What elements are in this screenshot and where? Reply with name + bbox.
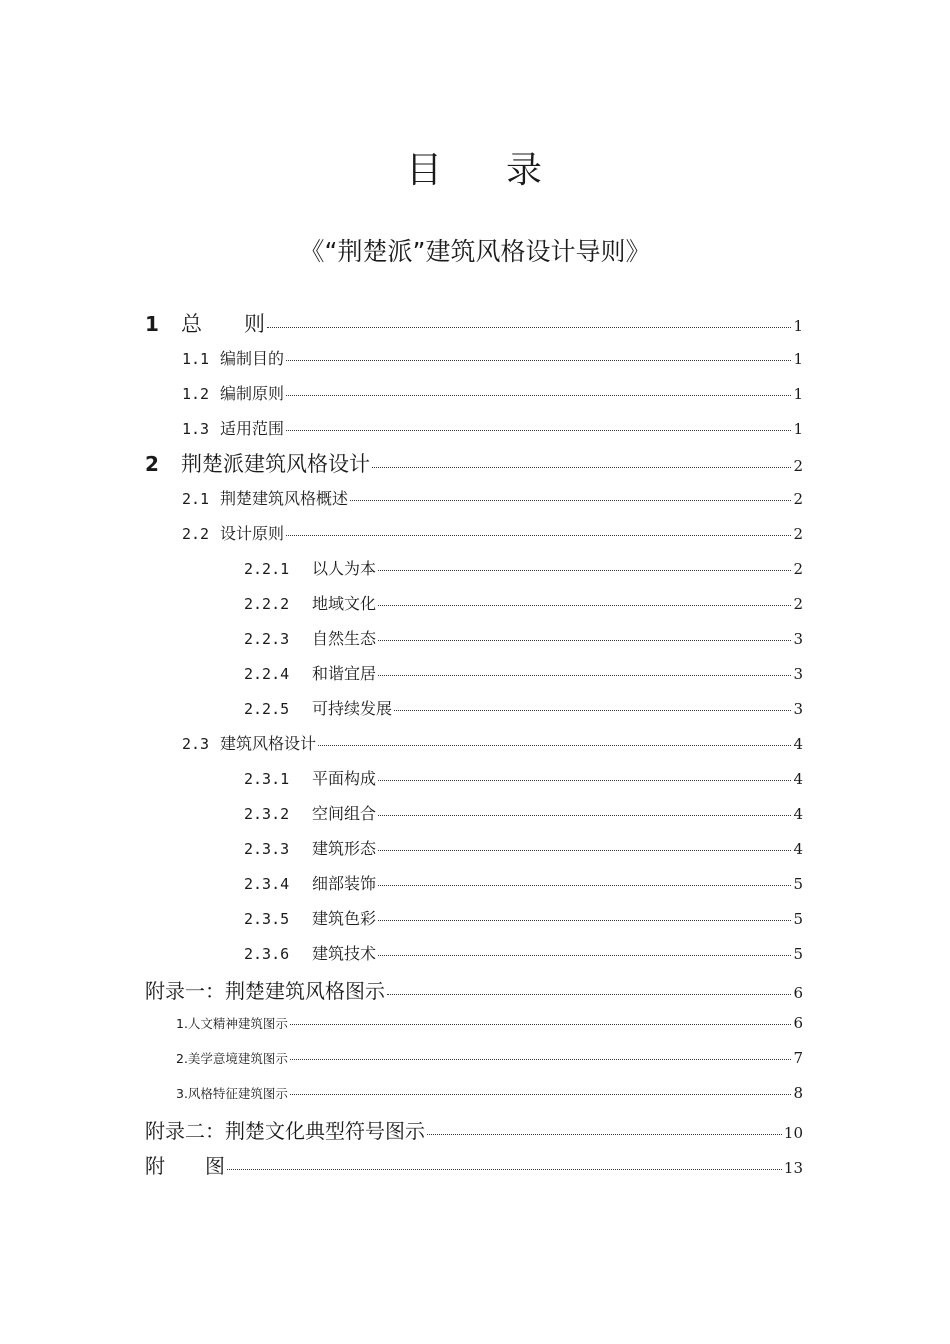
toc-entry[interactable]: [244, 801, 803, 824]
toc-entry-title: 附录二：荆楚文化典型符号图示: [145, 1119, 425, 1143]
toc-entry-page: 5: [793, 910, 803, 928]
toc-entry-page: 1: [793, 350, 803, 368]
toc-entry[interactable]: [182, 416, 803, 439]
toc-entry-title: 可持续发展: [312, 699, 393, 718]
toc-entry[interactable]: [244, 766, 803, 789]
toc-entry-title: 设计原则: [220, 524, 285, 543]
toc-entry-title: 附 图: [145, 1154, 225, 1178]
toc-entry-number: 2.3.6: [244, 945, 290, 963]
toc-entry-title: 空间组合: [312, 804, 377, 823]
toc-entry-title: 附录一：荆楚建筑风格图示: [145, 979, 385, 1003]
toc-entry-title: 平面构成: [312, 769, 377, 788]
toc-leader-dots: [378, 885, 791, 886]
toc-entry-number: 2.3.4: [244, 875, 290, 893]
toc-entry-page: 2: [793, 457, 803, 475]
toc-entry[interactable]: [244, 696, 803, 719]
toc-entry-page: 1: [793, 420, 803, 438]
toc-entry-number: 2.2.5: [244, 700, 290, 718]
toc-entry-page: 13: [783, 1159, 803, 1177]
toc-entry[interactable]: [244, 626, 803, 649]
toc-entry-title: 编制目的: [220, 349, 285, 368]
toc-entry-page: 3: [793, 630, 803, 648]
toc-entry-page: 1: [793, 385, 803, 403]
toc-leader-dots: [290, 1094, 792, 1095]
toc-leader-dots: [378, 920, 791, 921]
toc-entry-title: 适用范围: [220, 419, 285, 438]
document-subtitle: 《“荆楚派”建筑风格设计导则》: [299, 237, 651, 266]
toc-entry-number: 2.1: [182, 490, 210, 508]
toc-leader-dots: [350, 500, 791, 501]
toc-leader-dots: [372, 467, 791, 468]
toc-entry-title: 荆楚派建筑风格设计: [181, 452, 370, 476]
toc-entry-title: 建筑色彩: [312, 909, 377, 928]
toc-entry-number: 2.2.1: [244, 560, 290, 578]
toc-entry-title: 荆楚建筑风格概述: [220, 489, 349, 508]
toc-entry-page: 3: [793, 665, 803, 683]
toc-entry-number: 2: [145, 452, 159, 476]
toc-leader-dots: [318, 745, 791, 746]
toc-entry[interactable]: [244, 661, 803, 684]
toc-entry-title: 地域文化: [312, 594, 377, 613]
toc-leader-dots: [394, 710, 791, 711]
toc-entry[interactable]: [244, 941, 803, 964]
toc-entry[interactable]: [145, 975, 803, 1004]
title-char-2: 录: [506, 150, 545, 191]
toc-entry-number: 2.3: [182, 735, 210, 753]
toc-entry-number: 1.1: [182, 350, 210, 368]
toc-entry-number: 2.2.2: [244, 595, 290, 613]
toc-entry-page: 8: [793, 1084, 803, 1102]
toc-entry[interactable]: [176, 1049, 803, 1067]
toc-leader-dots: [378, 850, 791, 851]
toc-entry-page: 4: [793, 735, 803, 753]
toc-entry-number: 2.3.3: [244, 840, 290, 858]
title-char-1: 目: [405, 150, 444, 191]
toc-entry-title: 总 则: [181, 312, 265, 336]
toc-entry[interactable]: [182, 521, 803, 544]
toc-entry[interactable]: [145, 1150, 803, 1179]
toc-entry-title: 3.风格特征建筑图示: [176, 1086, 288, 1101]
toc-entry-number: 2.3.2: [244, 805, 290, 823]
toc-entry-page: 2: [793, 560, 803, 578]
toc-entry[interactable]: [176, 1084, 803, 1102]
toc-entry-page: 5: [793, 875, 803, 893]
toc-entry-title: 建筑形态: [312, 839, 377, 858]
toc-leader-dots: [290, 1024, 792, 1025]
toc-entry-page: 2: [793, 525, 803, 543]
toc-entry-title: 和谐宜居: [312, 664, 377, 683]
toc-leader-dots: [378, 675, 791, 676]
toc-entry-number: 2.2.3: [244, 630, 290, 648]
toc-leader-dots: [378, 780, 791, 781]
toc-leader-dots: [227, 1169, 782, 1170]
toc-leader-dots: [387, 994, 791, 995]
toc-entry-page: 4: [793, 805, 803, 823]
toc-entry-title: 1.人文精神建筑图示: [176, 1016, 288, 1031]
toc-leader-dots: [378, 815, 791, 816]
toc-entry-page: 7: [793, 1049, 803, 1067]
toc-leader-dots: [378, 640, 791, 641]
toc-entry-page: 6: [793, 1014, 803, 1032]
toc-entry[interactable]: [244, 906, 803, 929]
toc-entry-page: 5: [793, 945, 803, 963]
toc-entry[interactable]: [145, 448, 803, 478]
toc-leader-dots: [286, 430, 791, 431]
toc-entry-page: 10: [783, 1124, 803, 1142]
toc-entry-number: 2.2: [182, 525, 210, 543]
toc-entry-page: 3: [793, 700, 803, 718]
toc-entry-page: 2: [793, 595, 803, 613]
toc-entry[interactable]: [182, 381, 803, 404]
toc-leader-dots: [286, 360, 791, 361]
toc-entry-page: 2: [793, 490, 803, 508]
toc-leader-dots: [286, 395, 791, 396]
toc-entry-page: 4: [793, 840, 803, 858]
toc-entry-page: 1: [793, 317, 803, 335]
toc-entry-page: 6: [793, 984, 803, 1002]
toc-entry[interactable]: [182, 346, 803, 369]
toc-entry-title: 细部装饰: [312, 874, 377, 893]
toc-entry[interactable]: [244, 836, 803, 859]
toc-leader-dots: [267, 327, 791, 328]
toc-entry-page: 4: [793, 770, 803, 788]
toc-entry[interactable]: [182, 486, 803, 509]
toc-leader-dots: [378, 955, 791, 956]
toc-entry-number: 1.2: [182, 385, 210, 403]
page-title: [0, 142, 950, 193]
toc-entry[interactable]: [244, 556, 803, 579]
toc-leader-dots: [290, 1059, 792, 1060]
toc-entry-title: 自然生态: [312, 629, 377, 648]
toc-entry-number: 2.3.5: [244, 910, 290, 928]
toc-entry[interactable]: [182, 731, 803, 754]
toc-entry-title: 编制原则: [220, 384, 285, 403]
toc-leader-dots: [378, 605, 791, 606]
toc-entry-number: 1: [145, 312, 159, 336]
toc-entry-title: 以人为本: [312, 559, 377, 578]
toc-entry-number: 2.2.4: [244, 665, 290, 683]
toc-entry[interactable]: [145, 1115, 803, 1144]
toc-entry-number: 2.3.1: [244, 770, 290, 788]
toc-leader-dots: [427, 1134, 782, 1135]
toc-leader-dots: [286, 535, 791, 536]
toc-entry[interactable]: [244, 871, 803, 894]
toc-entry[interactable]: [145, 308, 803, 338]
toc-entry-title: 建筑技术: [312, 944, 377, 963]
toc-entry-title: 2.美学意境建筑图示: [176, 1051, 288, 1066]
toc-entry[interactable]: [244, 591, 803, 614]
toc-entry[interactable]: [176, 1014, 803, 1032]
toc-entry-number: 1.3: [182, 420, 210, 438]
toc-leader-dots: [378, 570, 791, 571]
toc-entry-title: 建筑风格设计: [220, 734, 317, 753]
